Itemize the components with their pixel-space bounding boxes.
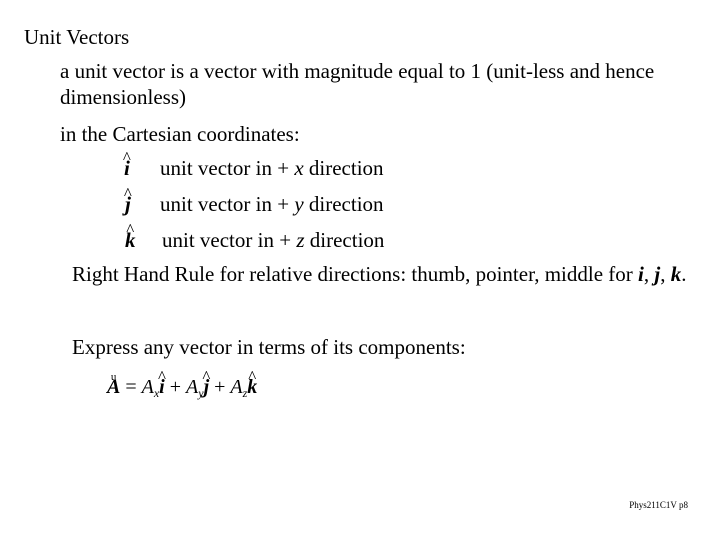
eq-j-hat: ^ j (204, 375, 210, 399)
definition-text: a unit vector is a vector with magnitude equal to 1 (unit-less and hence dimensionless) (60, 59, 655, 109)
equals-sign: = (120, 376, 142, 398)
component-a-z: A (230, 376, 243, 398)
unit-vector-i-axis: x (294, 156, 304, 180)
rhr-text: Right Hand Rule for relative directions: thumb, pointer, middle for (72, 262, 639, 286)
rhr-i: i (638, 262, 644, 286)
component-equation (107, 375, 257, 405)
cartesian-intro: in the Cartesian coordinates: (60, 122, 300, 146)
slide-heading: Unit Vectors (24, 25, 130, 49)
unit-vector-j-prefix: unit vector in + (160, 192, 295, 216)
component-a-x: A (141, 376, 154, 398)
rhr-sep1: , (643, 262, 655, 286)
plus-sign-2: + (209, 376, 231, 398)
i-hat-symbol: ^ i (124, 155, 130, 181)
plus-sign-1: + (164, 376, 187, 398)
unit-vector-j-suffix: direction (303, 192, 384, 216)
eq-i-hat: ^ i (159, 375, 165, 399)
j-hat-symbol: ^ j (125, 191, 131, 217)
vector-a-lhs: u A (107, 375, 120, 399)
unit-vector-i-prefix: unit vector in + (160, 156, 295, 180)
rhr-k: k (670, 262, 682, 286)
unit-vector-k-axis: z (296, 228, 305, 252)
sub-x: x (153, 386, 160, 400)
rhr-end: . (681, 262, 687, 286)
k-hat-symbol: ^ k (125, 227, 136, 253)
slide-footer: Phys211C1V p8 (629, 500, 688, 510)
component-a-y: A (186, 376, 199, 398)
express-text: Express any vector in terms of its components: (72, 335, 466, 359)
sub-y: y (198, 386, 204, 400)
rhr-j: j (654, 262, 661, 286)
eq-k-hat: ^ k (247, 375, 257, 399)
unit-vector-i-suffix: direction (303, 156, 384, 180)
rhr-sep2: , (660, 262, 671, 286)
unit-vector-j-axis: y (294, 192, 304, 216)
sub-z: z (242, 386, 248, 400)
unit-vector-k-suffix: direction (304, 228, 385, 252)
unit-vector-k-prefix: unit vector in + (162, 228, 297, 252)
right-hand-rule-text (72, 261, 692, 287)
